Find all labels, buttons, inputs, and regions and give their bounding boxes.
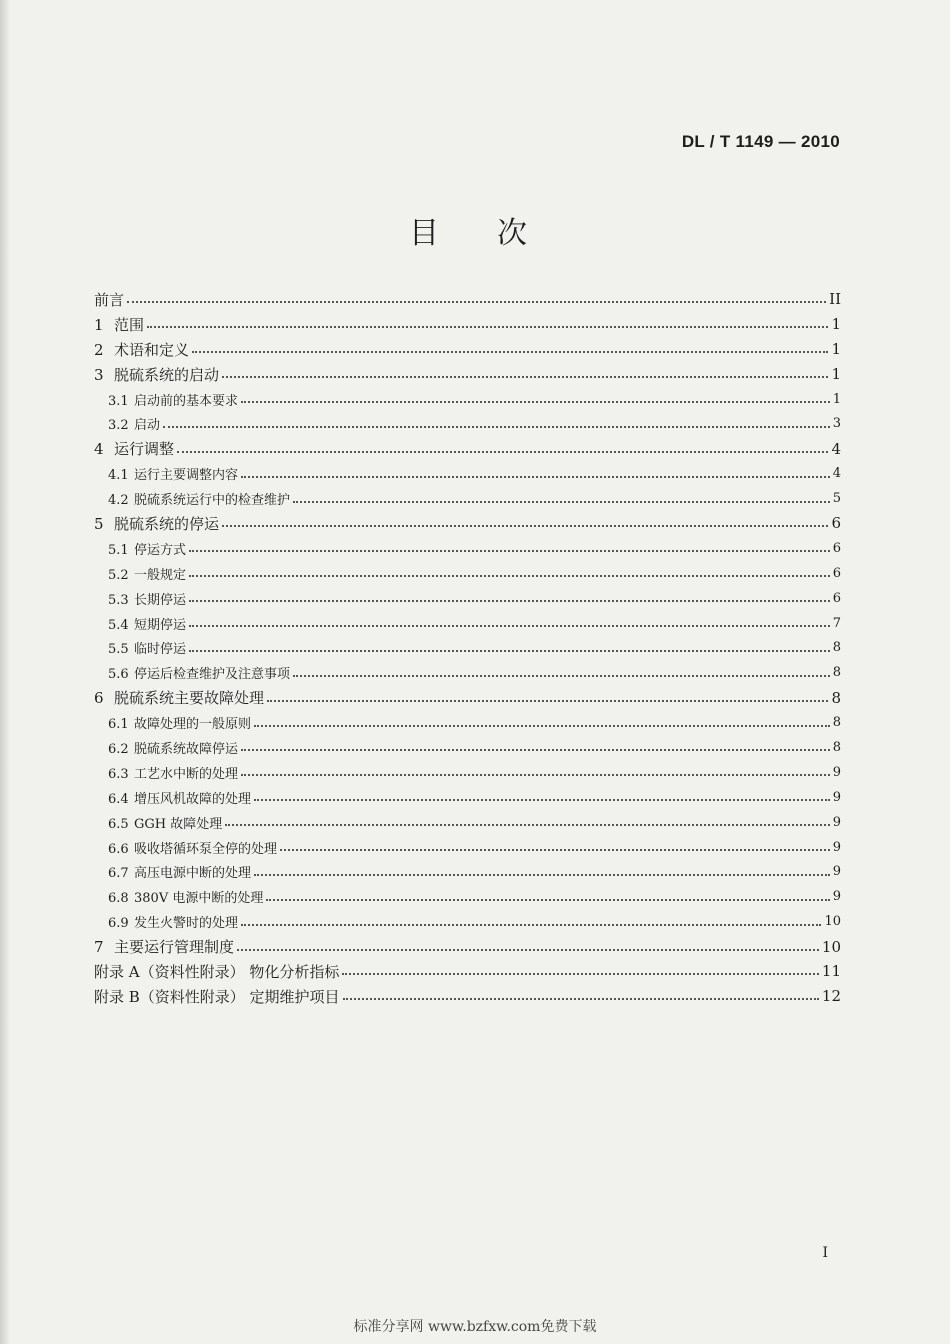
toc-entry[interactable] — [94, 835, 841, 860]
toc-entry-title: 范围 — [114, 315, 145, 334]
toc-entry-label — [108, 862, 251, 881]
toc-entry-title: 附录 B（资料性附录） 定期维护项目 — [94, 987, 340, 1006]
toc-entry-title: 发生火警时的处理 — [134, 916, 239, 932]
toc-entry-label — [108, 614, 186, 633]
toc-entry-page: 6 — [832, 590, 841, 606]
toc-entry[interactable] — [94, 635, 841, 660]
toc-entry-page: 10 — [821, 937, 841, 956]
toc-entry-label — [108, 838, 277, 857]
page-title: 目 次 — [409, 216, 541, 251]
dot-leader — [222, 376, 828, 378]
toc-entry-page: 3 — [832, 416, 841, 432]
dot-leader — [163, 426, 830, 428]
toc-entry[interactable] — [94, 611, 841, 636]
toc-entry-number: 6.8 — [108, 891, 129, 907]
toc-entry[interactable] — [94, 387, 841, 412]
toc-entry-label — [94, 961, 339, 982]
dot-leader — [241, 401, 830, 403]
dot-leader — [254, 874, 830, 876]
toc-entry-page: 10 — [824, 914, 841, 930]
toc-entry-number: 6 — [94, 689, 104, 708]
toc-entry-title: 停运后检查维护及注意事项 — [134, 667, 291, 683]
toc-entry[interactable] — [94, 486, 841, 511]
toc-entry[interactable] — [94, 337, 841, 362]
toc-entry[interactable] — [94, 909, 841, 934]
toc-entry-title: 脱硫系统的启动 — [114, 365, 220, 384]
dot-leader — [177, 451, 828, 453]
toc-entry-title: GGH 故障处理 — [134, 816, 223, 832]
toc-entry-title: 启动前的基本要求 — [134, 393, 239, 409]
toc-entry-title: 脱硫系统运行中的检查维护 — [134, 493, 291, 509]
toc-entry-page: 6 — [832, 540, 841, 556]
toc-entry-title: 高压电源中断的处理 — [134, 866, 252, 882]
toc-entry[interactable] — [94, 959, 841, 984]
toc-entry-label — [108, 887, 263, 906]
dot-leader — [241, 749, 830, 751]
toc-entry-label — [94, 314, 144, 335]
toc-entry-label — [108, 788, 251, 807]
toc-entry-title: 临时停运 — [134, 642, 187, 658]
toc-entry-number: 5.1 — [108, 542, 129, 558]
toc-entry-label — [108, 414, 160, 433]
dot-leader — [280, 849, 830, 851]
toc-entry[interactable] — [94, 884, 841, 909]
toc-entry-title: 短期停运 — [134, 617, 187, 633]
dot-leader — [254, 799, 830, 801]
toc-entry-number: 3.1 — [108, 393, 129, 409]
dot-leader — [189, 600, 830, 602]
toc-entry-label — [108, 638, 186, 657]
standard-code: DL / T 1149 — 2010 — [681, 132, 840, 151]
toc-entry[interactable] — [94, 685, 841, 710]
dot-leader — [241, 476, 830, 478]
toc-entry-page: 8 — [832, 715, 841, 731]
toc-entry-label — [94, 438, 174, 459]
toc-entry[interactable] — [94, 984, 841, 1009]
dot-leader — [343, 998, 819, 1000]
toc-entry-title: 故障处理的一般原则 — [134, 717, 252, 733]
toc-entry-page: 8 — [832, 739, 841, 755]
toc-entry[interactable] — [94, 586, 841, 611]
toc-entry[interactable] — [94, 561, 841, 586]
toc-entry-page: 9 — [832, 814, 841, 830]
toc-entry-number: 7 — [94, 938, 104, 957]
toc-entry[interactable] — [94, 735, 841, 760]
toc-entry-number: 5.2 — [108, 567, 129, 583]
toc-entry-title: 启动 — [134, 418, 161, 434]
dot-leader — [222, 525, 828, 527]
toc-entry-label — [108, 763, 238, 782]
toc-entry-title: 一般规定 — [134, 567, 187, 583]
toc-entry-page: 1 — [832, 391, 841, 407]
toc-entry-page: 1 — [831, 365, 841, 384]
toc-entry-page: 4 — [832, 466, 841, 482]
dot-leader — [189, 650, 830, 652]
toc-entry-page: 8 — [832, 640, 841, 656]
toc-entry[interactable] — [94, 660, 841, 685]
toc-entry-title: 前言 — [94, 290, 125, 309]
toc-entry-label — [108, 564, 186, 583]
toc-entry-title: 主要运行管理制度 — [114, 938, 235, 957]
toc-entry-page: 9 — [832, 789, 841, 805]
toc-entry-number: 5.3 — [108, 592, 129, 608]
dot-leader — [254, 725, 830, 727]
toc-entry-label — [108, 390, 238, 409]
toc-entry-number: 6.6 — [108, 841, 129, 857]
footer-watermark-text: 标准分享网 www.bzfxw.com免费下载 — [353, 1319, 597, 1335]
dot-leader — [342, 973, 819, 975]
dot-leader — [189, 550, 830, 552]
toc-entry-number: 2 — [94, 340, 104, 359]
toc-entry[interactable] — [94, 362, 841, 387]
page-number: I — [822, 1245, 828, 1261]
toc-entry-number: 3.2 — [108, 418, 129, 434]
toc-entry-label — [108, 813, 222, 832]
toc-entry-number: 4 — [94, 440, 104, 459]
toc-entry-number: 6.5 — [108, 816, 129, 832]
toc-entry[interactable] — [94, 785, 841, 810]
toc-entry-label — [94, 339, 189, 360]
toc-entry-number: 6.9 — [108, 916, 129, 932]
toc-entry-title: 长期停运 — [134, 592, 187, 608]
toc-entry-number: 3 — [94, 365, 104, 384]
dot-leader — [237, 949, 819, 951]
dot-leader — [293, 501, 830, 503]
toc-entry-page: 12 — [821, 987, 841, 1006]
toc-entry-number: 5.6 — [108, 667, 129, 683]
toc-entry-page: 8 — [831, 688, 841, 707]
toc-entry-title: 脱硫系统故障停运 — [134, 741, 239, 757]
toc-entry-title: 脱硫系统的停运 — [114, 514, 220, 533]
toc-entry-number: 1 — [94, 315, 104, 334]
dot-leader — [241, 774, 830, 776]
dot-leader — [267, 700, 828, 702]
toc-entry[interactable] — [94, 760, 841, 785]
toc-entry-page: 9 — [832, 864, 841, 880]
toc-entry-page: 8 — [832, 665, 841, 681]
toc-entry-page: 4 — [831, 439, 841, 458]
toc-entry-page: 11 — [821, 962, 841, 981]
toc-entry-number: 6.3 — [108, 766, 129, 782]
toc-entry[interactable] — [94, 859, 841, 884]
toc-entry[interactable] — [94, 810, 841, 835]
toc-entry-page: 9 — [832, 764, 841, 780]
toc-entry[interactable] — [94, 511, 841, 536]
toc-entry-page: 1 — [831, 315, 841, 334]
toc-entry-title: 工艺水中断的处理 — [134, 766, 239, 782]
toc-entry-title: 脱硫系统主要故障处理 — [114, 689, 265, 708]
toc-entry-number: 4.1 — [108, 468, 129, 484]
dot-leader — [189, 575, 830, 577]
toc-entry-page: 1 — [831, 340, 841, 359]
toc-entry-page: 6 — [831, 514, 841, 533]
toc-entry-label — [108, 713, 251, 732]
toc-entry-label — [108, 912, 238, 931]
toc-entry-page: II — [829, 290, 841, 309]
toc-entry-label — [108, 539, 186, 558]
dot-leader — [225, 824, 829, 826]
toc-entry-label — [94, 289, 124, 310]
toc-entry-title: 停运方式 — [134, 542, 187, 558]
toc-entry-label — [94, 687, 264, 708]
toc-entry-label — [108, 663, 290, 682]
toc-entry-number: 5.4 — [108, 617, 129, 633]
toc-entry-number: 6.1 — [108, 717, 129, 733]
toc-entry-page: 9 — [832, 889, 841, 905]
toc-entry-label — [94, 364, 219, 385]
toc-entry[interactable] — [94, 411, 841, 436]
toc-entry-number: 5 — [94, 514, 104, 533]
toc-entry-label — [108, 738, 238, 757]
dot-leader — [189, 625, 830, 627]
toc-entry-title: 增压风机故障的处理 — [134, 791, 252, 807]
dot-leader — [192, 351, 828, 353]
toc-entry[interactable] — [94, 287, 841, 312]
dot-leader — [266, 899, 829, 901]
dot-leader — [293, 675, 830, 677]
toc-entry-page: 7 — [832, 615, 841, 631]
toc-entry-label — [108, 464, 238, 483]
toc-entry-title: 运行主要调整内容 — [134, 468, 239, 484]
dot-leader — [241, 924, 821, 926]
toc-entry-page: 5 — [832, 491, 841, 507]
toc-entry-page: 9 — [832, 839, 841, 855]
toc-entry-label — [94, 986, 340, 1007]
toc-entry-title: 380V 电源中断的处理 — [134, 891, 264, 907]
toc-entry-title: 附录 A（资料性附录） 物化分析指标 — [94, 962, 340, 981]
toc-entry[interactable] — [94, 461, 841, 486]
toc-entry-number: 6.7 — [108, 866, 129, 882]
toc-entry-title: 术语和定义 — [114, 340, 190, 359]
toc-entry-number: 6.2 — [108, 741, 129, 757]
toc-entry-label — [108, 489, 290, 508]
toc-entry-number: 5.5 — [108, 642, 129, 658]
toc-entry-label — [108, 589, 186, 608]
toc-entry[interactable] — [94, 436, 841, 461]
toc-entry[interactable] — [94, 536, 841, 561]
toc-entry-label — [94, 936, 234, 957]
toc-entry-number: 6.4 — [108, 791, 129, 807]
toc-entry-page: 6 — [832, 565, 841, 581]
toc-entry[interactable] — [94, 934, 841, 959]
table-of-contents — [94, 287, 841, 1009]
toc-entry-title: 运行调整 — [114, 440, 175, 459]
toc-entry-label — [94, 513, 219, 534]
dot-leader — [147, 326, 828, 328]
toc-entry[interactable] — [94, 312, 841, 337]
toc-entry-number: 4.2 — [108, 493, 129, 509]
toc-entry[interactable] — [94, 710, 841, 735]
toc-entry-title: 吸收塔循环泵全停的处理 — [134, 841, 278, 857]
dot-leader — [127, 301, 826, 303]
